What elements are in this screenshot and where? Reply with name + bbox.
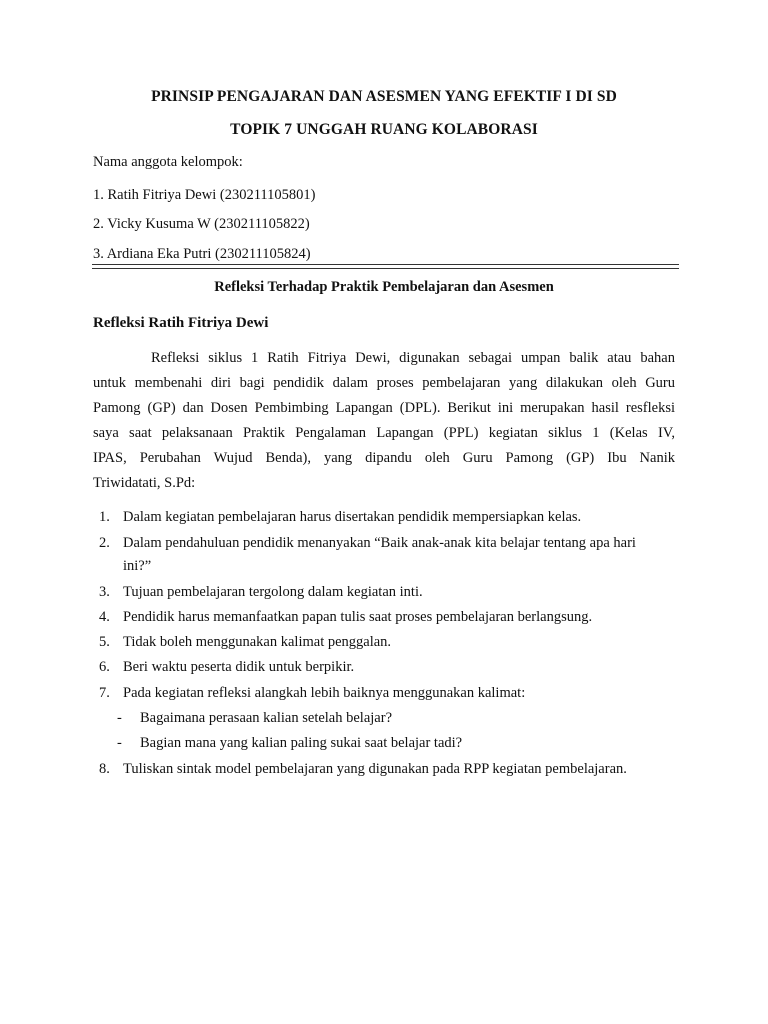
section-title: Refleksi Terhadap Praktik Pembelajaran dan Asesmen (214, 279, 554, 295)
list-number: 3. (99, 584, 110, 600)
sub-list-item (117, 710, 392, 727)
list-number: 4. (99, 609, 110, 625)
divider-line (92, 264, 679, 265)
paragraph-line: IPAS, Perubahan Wujud Benda), yang dipandu oleh Guru Pamong (GP) Ibu Nanik (93, 450, 675, 466)
list-text-continuation: ini?” (123, 558, 152, 574)
paragraph-line: Triwidatati, S.Pd: (93, 475, 196, 491)
document-title: PRINSIP PENGAJARAN DAN ASESMEN YANG EFEKTIF I DI SD (151, 88, 617, 105)
list-text: Dalam kegiatan pembelajaran harus disertakan pendidik mempersiapkan kelas. (123, 509, 582, 525)
document-subtitle: TOPIK 7 UNGGAH RUANG KOLABORASI (230, 121, 538, 138)
paragraph-line: Refleksi siklus 1 Ratih Fitriya Dewi, digunakan sebagai umpan balik atau bahan (151, 350, 675, 366)
list-number: 6. (99, 659, 110, 675)
sub-list-dash: - (117, 710, 122, 726)
list-text: Dalam pendahuluan pendidik menanyakan “Baik anak-anak kita belajar tentang apa hari (123, 535, 636, 551)
sub-list-item (117, 735, 462, 752)
divider-line (92, 268, 679, 269)
member-item: 2. Vicky Kusuma W (230211105822) (93, 216, 310, 232)
list-text: Tuliskan sintak model pembelajaran yang digunakan pada RPP kegiatan pembelajaran. (123, 761, 627, 777)
sub-list-text: Bagian mana yang kalian paling sukai saat belajar tadi? (140, 735, 463, 751)
sub-list-text: Bagaimana perasaan kalian setelah belajar? (140, 710, 393, 726)
list-text: Tidak boleh menggunakan kalimat penggalan. (123, 634, 392, 650)
list-number: 8. (99, 761, 110, 777)
list-item (99, 761, 627, 778)
list-item (99, 584, 423, 601)
paragraph-line: Pamong (GP) dan Dosen Pembimbing Lapangan (DPL). Berikut ini merupakan hasil resfleksi (93, 400, 675, 416)
list-number: 2. (99, 535, 110, 551)
list-text: Beri waktu peserta didik untuk berpikir. (123, 659, 355, 675)
list-item (99, 509, 581, 526)
list-item (99, 535, 636, 552)
member-item: 1. Ratih Fitriya Dewi (230211105801) (93, 187, 316, 203)
sub-list-dash: - (117, 735, 122, 751)
paragraph-line: saya saat pelaksanaan Praktik Pengalaman Lapangan (PPL) kegiatan siklus 1 (Kelas IV, (93, 425, 675, 441)
members-label: Nama anggota kelompok: (93, 154, 243, 170)
list-item (99, 659, 354, 676)
member-item: 3. Ardiana Eka Putri (230211105824) (93, 246, 311, 262)
list-number: 1. (99, 509, 110, 525)
list-number: 7. (99, 685, 110, 701)
list-text: Pada kegiatan refleksi alangkah lebih baiknya menggunakan kalimat: (123, 685, 526, 701)
paragraph-line: untuk membenahi diri bagi pendidik dalam proses pembelajaran yang dilakukan oleh Guru (93, 375, 675, 391)
list-item (99, 685, 525, 702)
subsection-title: Refleksi Ratih Fitriya Dewi (93, 315, 269, 331)
list-number: 5. (99, 634, 110, 650)
list-text: Pendidik harus memanfaatkan papan tulis saat proses pembelajaran berlangsung. (123, 609, 593, 625)
list-item (99, 634, 391, 651)
list-item (99, 609, 592, 626)
list-text: Tujuan pembelajaran tergolong dalam kegiatan inti. (123, 584, 423, 600)
